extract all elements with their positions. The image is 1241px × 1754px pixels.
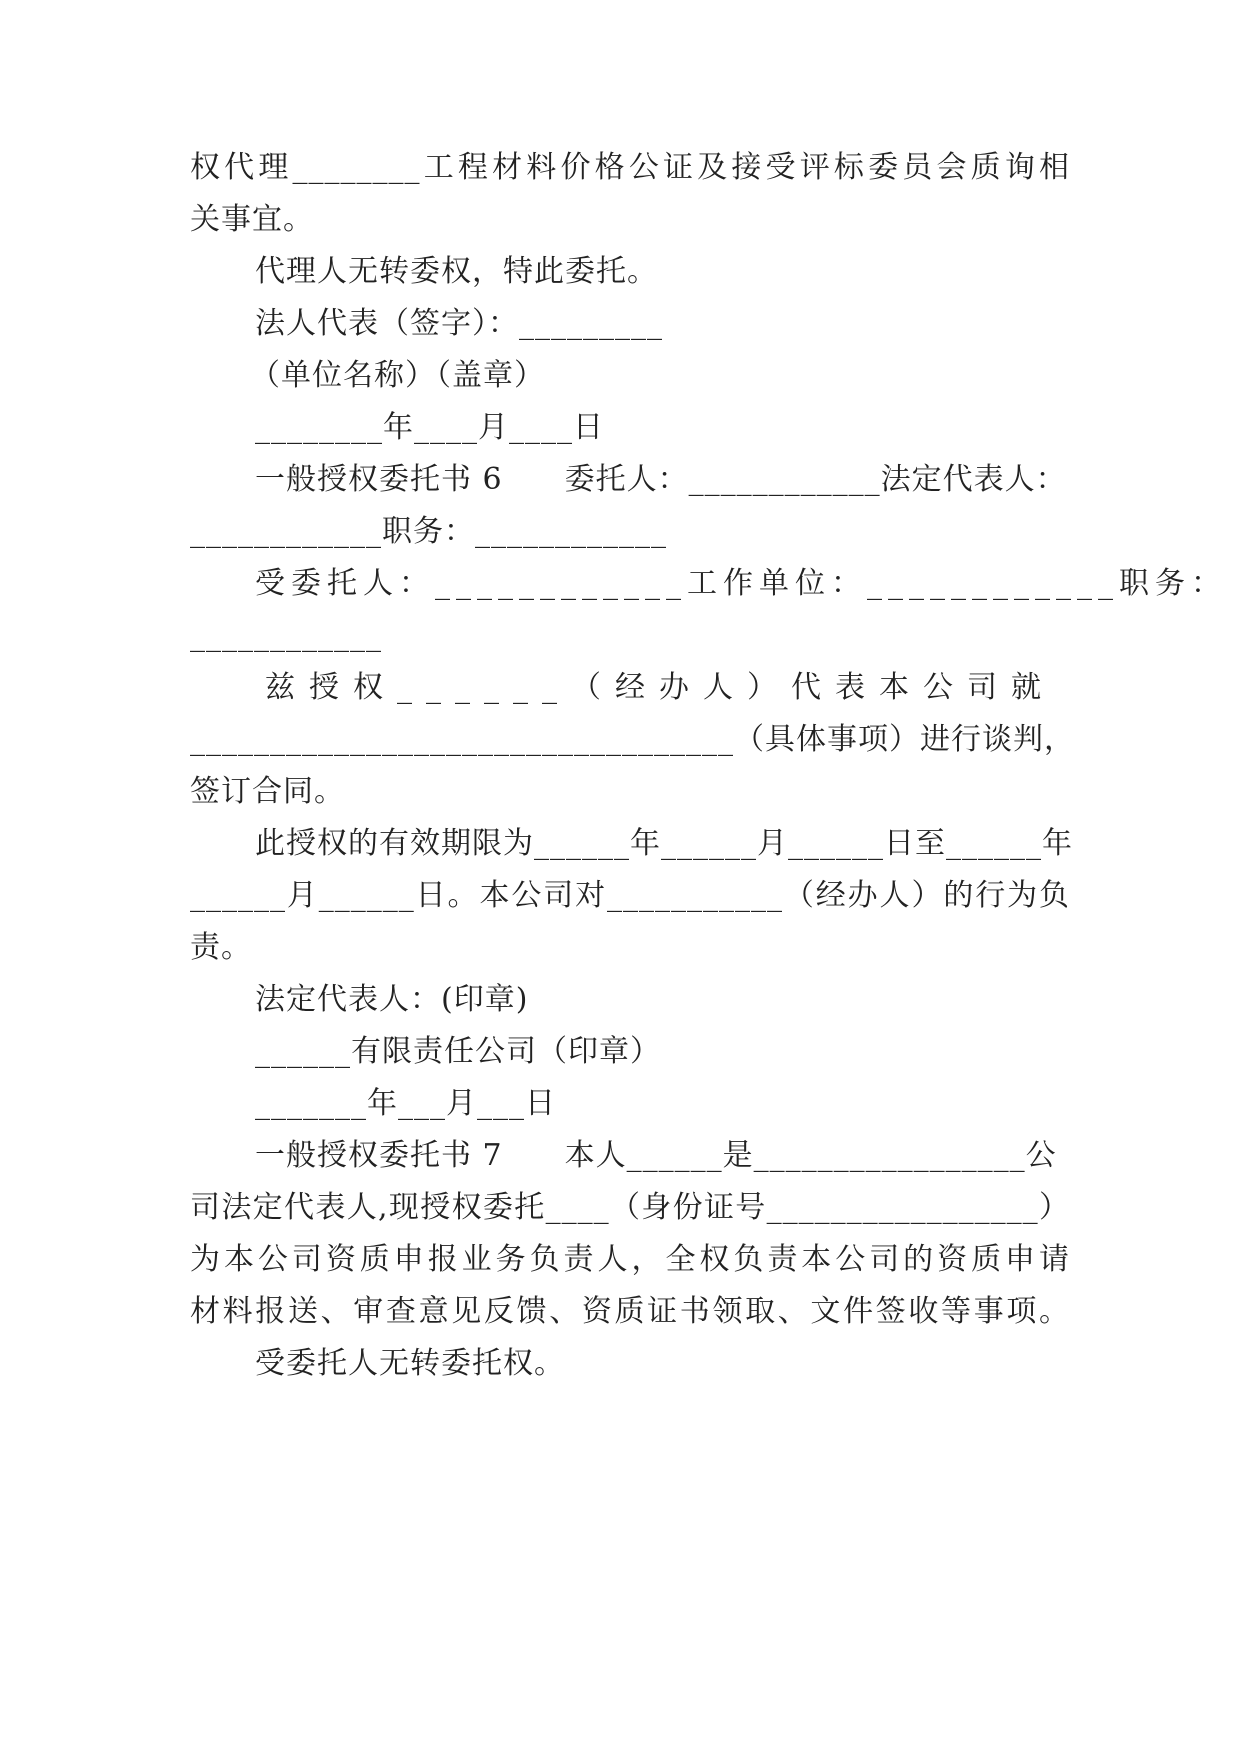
text-line: 法定代表人：(印章) <box>255 982 529 1017</box>
text-line: __________________________________（具体事项）进行谈判， <box>190 722 1075 757</box>
text-line: 兹授权______（经办人）代表本公司就 <box>265 670 1055 705</box>
text-line: ______有限责任公司（印章） <box>255 1034 661 1069</box>
text-line: 受委托人无转委托权。 <box>255 1346 565 1381</box>
text-line: 一般授权委托书 7 本人______是_________________公 <box>255 1138 1057 1173</box>
text-line: 法人代表（签字）：_________ <box>255 306 663 341</box>
text-line: 签订合同。 <box>190 774 345 809</box>
text-line: 权代理________工程材料价格公证及接受评标委员会质询相 <box>190 150 1070 185</box>
text-line: 为本公司资质申报业务负责人，全权负责本公司的资质申请 <box>190 1242 1070 1277</box>
text-line: 司法定代表人,现授权委托____（身份证号_________________） <box>190 1190 1070 1225</box>
text-line: 关事宜。 <box>190 202 314 237</box>
text-line: 受委托人：____________工作单位：____________职务： <box>255 566 1227 601</box>
text-line: 一般授权委托书 6 委托人：____________法定代表人： <box>255 462 1067 497</box>
text-line: ______月______日。本公司对___________（经办人）的行为负 <box>190 878 1070 913</box>
text-line: ____________ <box>190 618 382 653</box>
text-line: ________年____月____日 <box>255 410 604 445</box>
text-line: 此授权的有效期限为______年______月______日至______年 <box>255 826 1073 861</box>
text-line: 材料报送、审查意见反馈、资质证书领取、文件签收等事项。 <box>190 1294 1070 1329</box>
text-line: 代理人无转委权，特此委托。 <box>255 254 658 289</box>
text-line: （单位名称）（盖章） <box>250 358 545 393</box>
text-line: _______年___月___日 <box>255 1086 556 1121</box>
text-line: ____________职务：____________ <box>190 514 667 549</box>
text-line: 责。 <box>190 930 252 965</box>
